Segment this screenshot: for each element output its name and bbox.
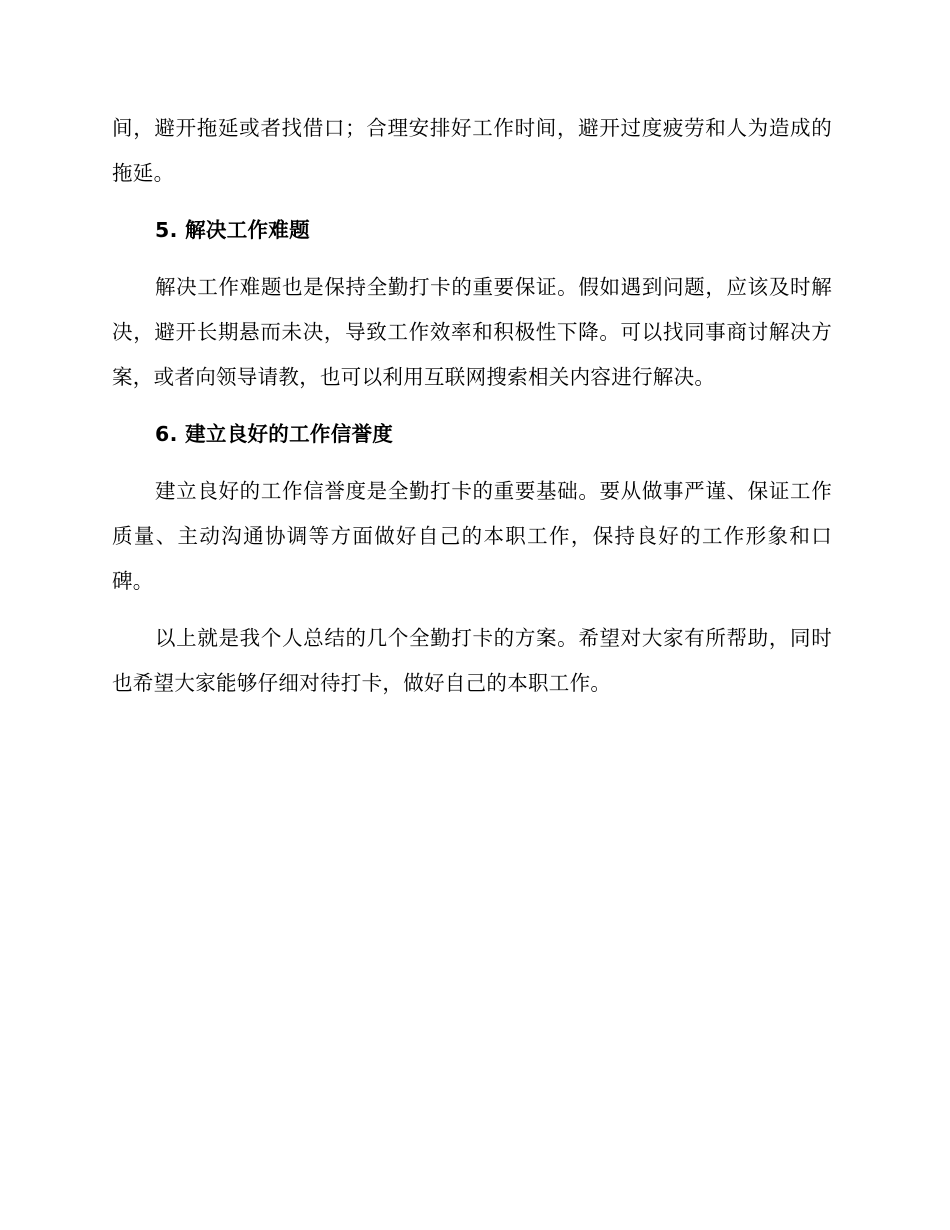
document-body — [112, 106, 832, 706]
section-heading-5: 5. 解决工作难题 — [155, 218, 310, 242]
paragraph-continued: 间，避开拖延或者找借口；合理安排好工作时间，避开过度疲劳和人为造成的拖延。 — [112, 116, 832, 185]
paragraph-section-6: 建立良好的工作信誉度是全勤打卡的重要基础。要从做事严谨、保证工作质量、主动沟通协调等方面做好自己的本职工作，保持良好的工作形象和口碑。 — [112, 479, 832, 593]
section-heading-6: 6. 建立良好的工作信誉度 — [155, 422, 394, 446]
paragraph-conclusion: 以上就是我个人总结的几个全勤打卡的方案。希望对大家有所帮助，同时也希望大家能够仔细对待打卡，做好自己的本职工作。 — [112, 626, 832, 695]
paragraph-section-5: 解决工作难题也是保持全勤打卡的重要保证。假如遇到问题，应该及时解决，避开长期悬而未决，导致工作效率和积极性下降。可以找同事商讨解决方案，或者向领导请教，也可以利用互联网搜索相关内容进行解决。 — [112, 275, 832, 389]
